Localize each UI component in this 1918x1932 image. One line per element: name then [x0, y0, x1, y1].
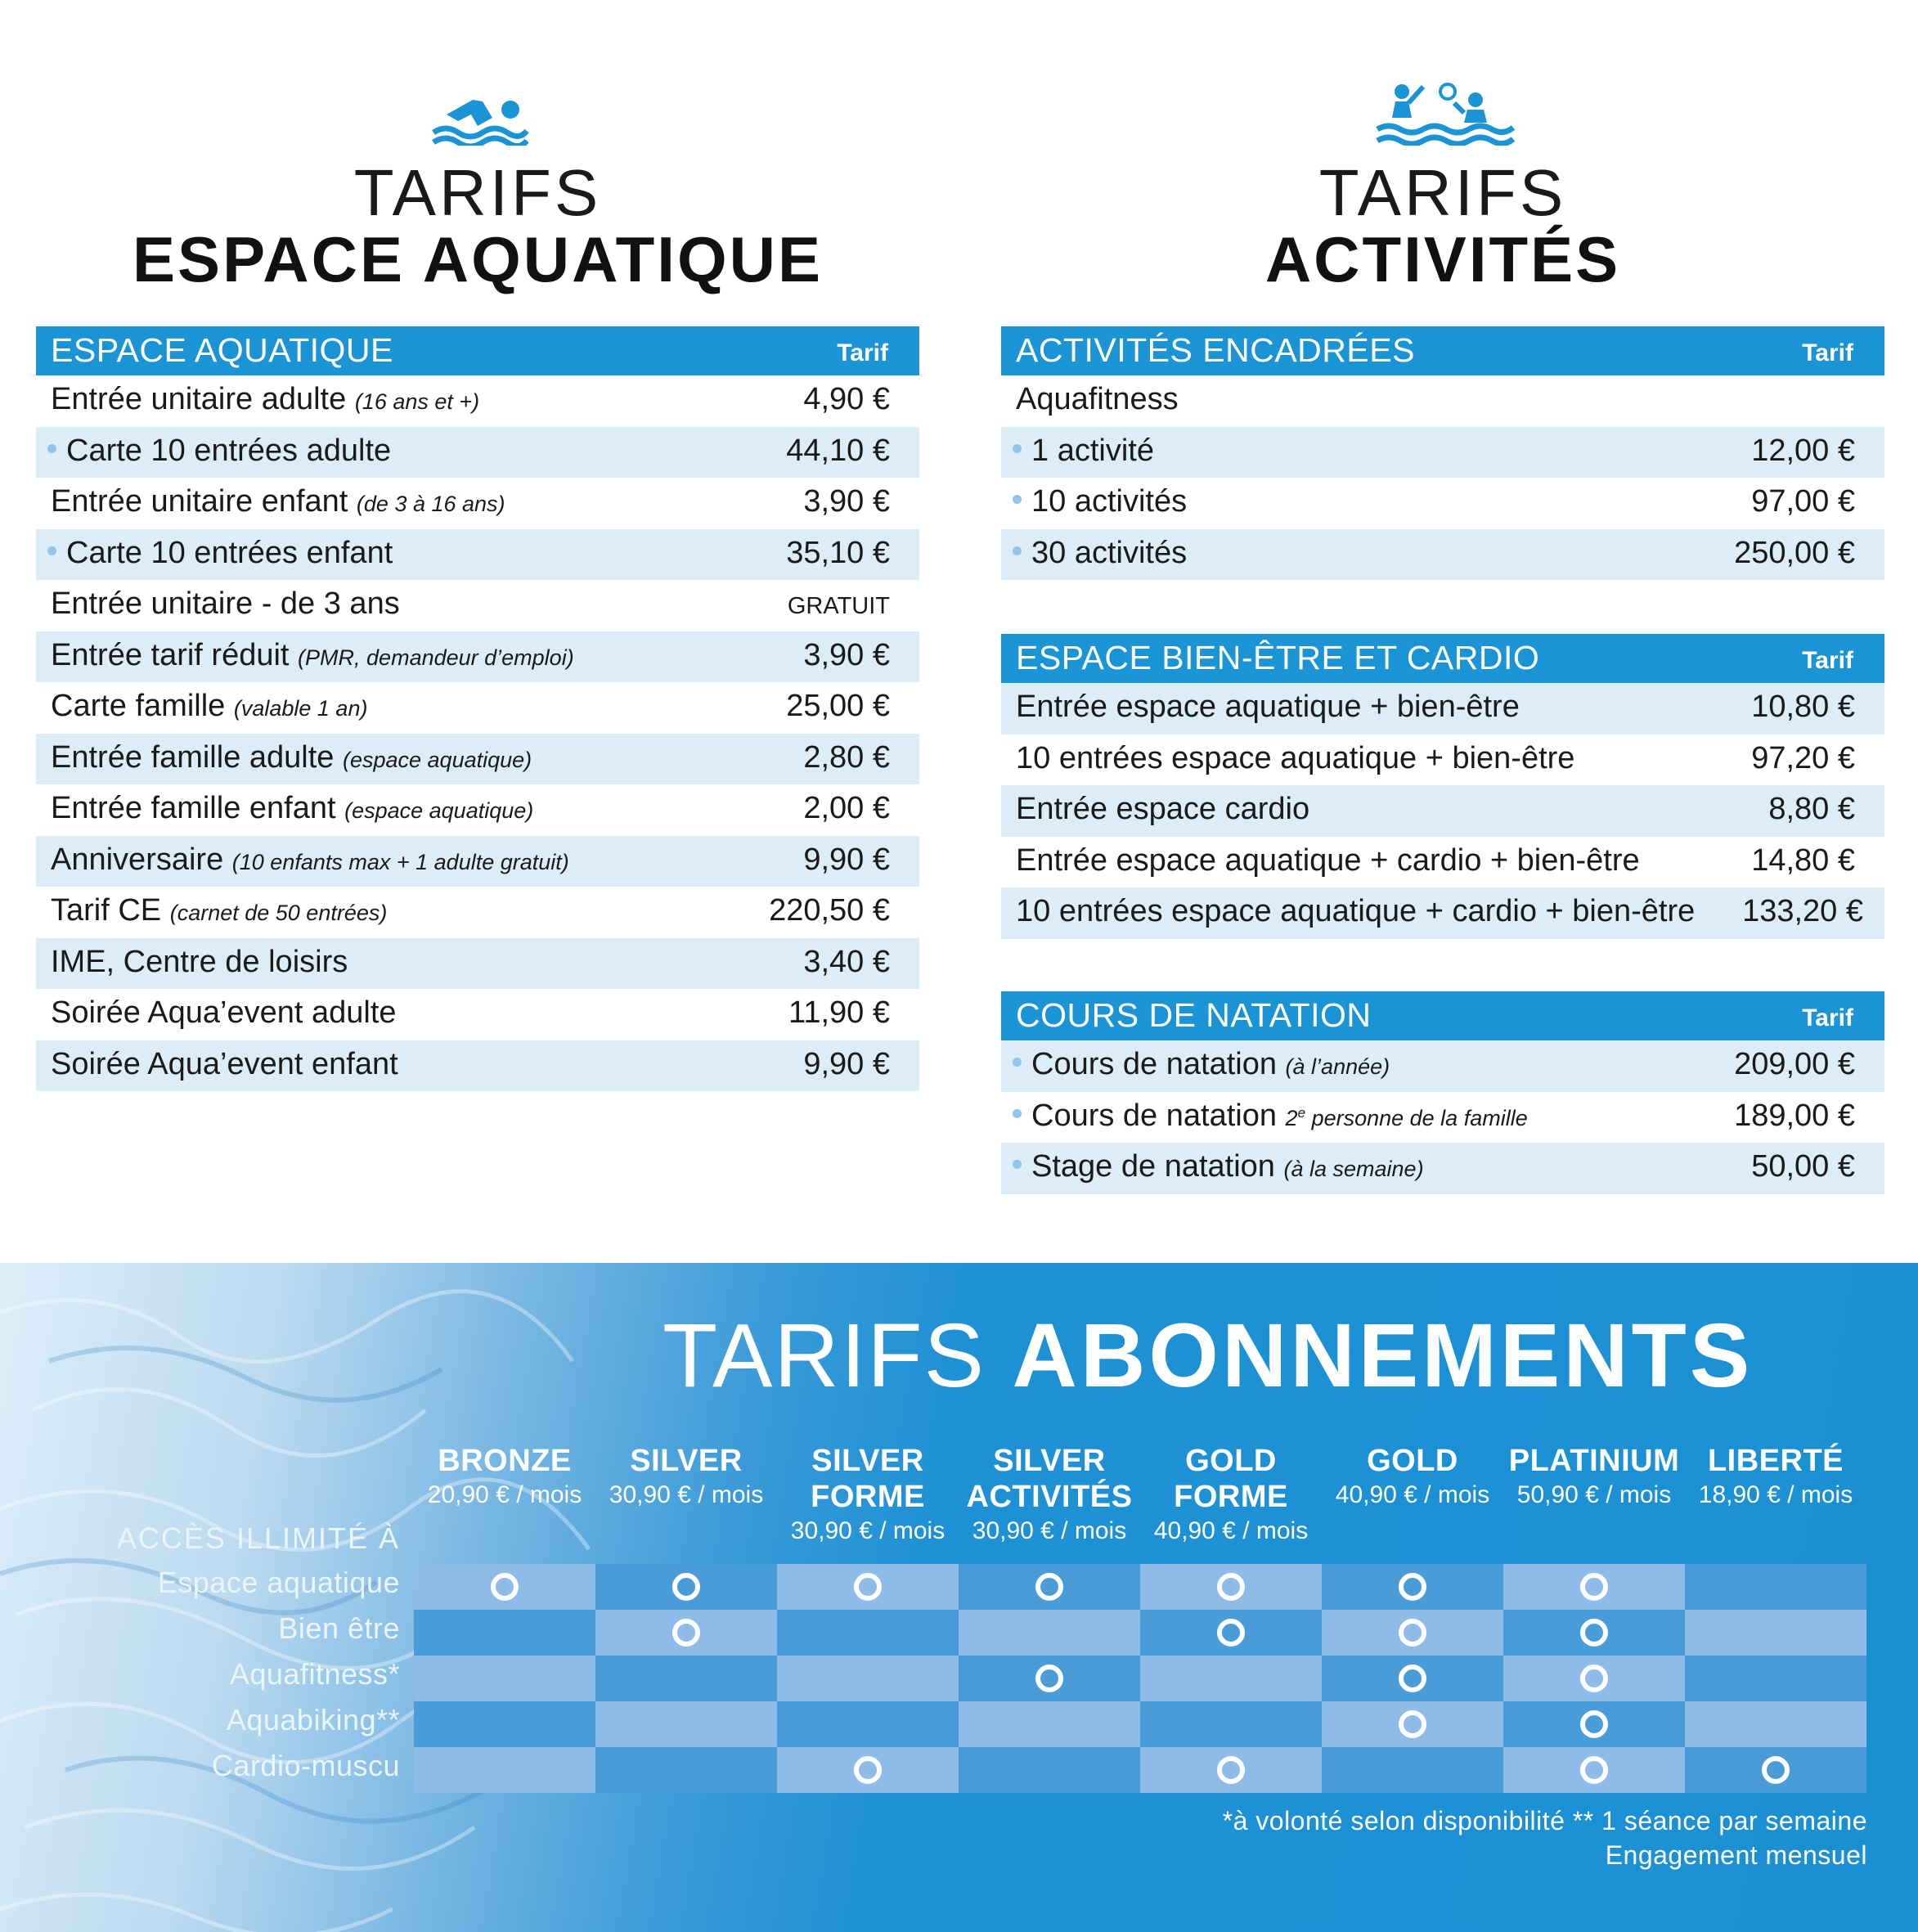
price-header: Tarif [1802, 647, 1853, 674]
feature-label: Espace aquatique [157, 1566, 400, 1599]
matrix-cell [1503, 1701, 1685, 1747]
table-title: ESPACE AQUATIQUE [51, 331, 393, 369]
bullet-icon [1013, 1160, 1022, 1169]
bullet-icon [1013, 546, 1022, 555]
matrix-cell [414, 1610, 595, 1656]
table-header [1001, 991, 1884, 1040]
matrix-cell [1685, 1747, 1866, 1793]
table-row: Entrée espace aquatique + bien-être 10,80 € [1001, 683, 1884, 735]
swimmer-icon [430, 90, 528, 146]
matrix-cell [1140, 1610, 1322, 1656]
table-title: COURS DE NATATION [1016, 996, 1372, 1034]
matrix-cell [777, 1701, 959, 1747]
table-row: Soirée Aqua’event enfant 9,90 € [36, 1040, 919, 1092]
feature-label: Aquafitness* [229, 1657, 400, 1691]
bullet-icon [1013, 1109, 1022, 1118]
table-row: Entrée unitaire adulte (16 ans et +) 4,90 € [51, 382, 890, 416]
plan-gold-forme: GOLD FORME 40,90 € / mois [1153, 1444, 1309, 1544]
plan-silver-forme: SILVER FORME 30,90 € / mois [790, 1444, 946, 1544]
matrix-cell [959, 1747, 1140, 1793]
feature-label: Aquabiking** [226, 1703, 400, 1737]
hero-title-light: TARIFS [353, 156, 602, 229]
matrix-cell [595, 1701, 777, 1747]
included-icon [1580, 1573, 1608, 1601]
table-row: Carte 10 entrées enfant 35,10 € [36, 529, 919, 581]
included-icon [1399, 1710, 1426, 1738]
included-icon [672, 1573, 700, 1601]
table-title: ESPACE BIEN-ÊTRE ET CARDIO [1016, 639, 1540, 676]
table-row: 10 activités 97,00 € [1001, 478, 1884, 529]
plan-silver-activites: SILVER ACTIVITÉS 30,90 € / mois [966, 1444, 1133, 1544]
included-icon [1035, 1573, 1063, 1601]
price-header: Tarif [1802, 1004, 1853, 1031]
matrix-cell [1140, 1656, 1322, 1701]
table-row: Entrée tarif réduit (PMR, demandeur d’emploi) 3,90 € [36, 631, 919, 683]
plan-platinium: PLATINIUM 50,90 € / mois [1508, 1444, 1680, 1508]
hero-title-bold: ESPACE AQUATIQUE [133, 223, 823, 295]
footnote: *à volonté selon disponibilité ** 1 séance par semaine [1222, 1806, 1867, 1835]
table-header [1001, 634, 1884, 683]
matrix-cell [1322, 1610, 1503, 1656]
included-icon [1399, 1665, 1426, 1692]
matrix-cell [1322, 1564, 1503, 1610]
table-header [36, 326, 919, 375]
espace-aquatique-table [36, 326, 919, 1091]
plan-gold: GOLD 40,90 € / mois [1335, 1444, 1490, 1508]
price-header: Tarif [1802, 339, 1853, 366]
hero-title-light: TARIFS [1318, 156, 1567, 229]
table-row: Stage de natation (à la semaine) 50,00 € [1001, 1143, 1884, 1194]
table-row: 1 activité 12,00 € [1001, 427, 1884, 479]
matrix-cell [1685, 1610, 1866, 1656]
table-row: 10 entrées espace aquatique + cardio + bien-être 133,20 € [1001, 887, 1884, 939]
plan-bronze: BRONZE 20,90 € / mois [427, 1444, 582, 1508]
matrix-cell [959, 1701, 1140, 1747]
included-icon [1580, 1756, 1608, 1784]
table-row: 10 entrées espace aquatique + bien-être 97,20 € [1016, 740, 1855, 775]
plan-silver: SILVER 30,90 € / mois [609, 1444, 764, 1508]
included-icon [1762, 1756, 1790, 1784]
water-polo-icon [1376, 80, 1515, 146]
included-icon [854, 1756, 882, 1784]
included-icon [1399, 1573, 1426, 1601]
matrix-cell [959, 1564, 1140, 1610]
included-icon [1217, 1756, 1245, 1784]
table-row: Entrée unitaire - de 3 ans GRATUIT [51, 586, 890, 621]
included-icon [1580, 1665, 1608, 1692]
table-row: Entrée espace aquatique + cardio + bien-être 14,80 € [1016, 842, 1855, 878]
matrix-cell [595, 1656, 777, 1701]
included-icon [672, 1619, 700, 1647]
matrix-cell [1503, 1564, 1685, 1610]
table-row: Entrée unitaire enfant (de 3 à 16 ans) 3,90 € [51, 484, 890, 519]
bien-etre-table [1001, 634, 1884, 939]
matrix-cell [1685, 1701, 1866, 1747]
matrix-cell [595, 1610, 777, 1656]
table-row: Cours de natation 2e personne de la famille 189,00 € [1001, 1092, 1884, 1143]
bullet-icon [47, 444, 56, 453]
table-row: Carte famille (valable 1 an) 25,00 € [51, 689, 890, 723]
matrix-cell [1140, 1747, 1322, 1793]
table-row: Soirée Aqua’event adulte 11,90 € [51, 995, 890, 1030]
plan-liberte: LIBERTÉ 18,90 € / mois [1698, 1444, 1853, 1508]
matrix-cell [1503, 1610, 1685, 1656]
matrix-cell [1685, 1656, 1866, 1701]
included-icon [1217, 1573, 1245, 1601]
matrix-cell [1140, 1701, 1322, 1747]
matrix-cell [414, 1701, 595, 1747]
activites-table [1001, 326, 1884, 580]
feature-label: Cardio-muscu [211, 1749, 400, 1782]
table-row: Entrée famille adulte (espace aquatique) 2,80 € [36, 734, 919, 785]
matrix-cell [777, 1610, 959, 1656]
matrix-cell [777, 1564, 959, 1610]
included-icon [1217, 1619, 1245, 1647]
feature-label: Bien être [278, 1611, 400, 1645]
table-row: Carte 10 entrées adulte 44,10 € [36, 427, 919, 479]
matrix-cell [1503, 1656, 1685, 1701]
matrix-cell [1503, 1747, 1685, 1793]
table-row: Tarif CE (carnet de 50 entrées) 220,50 € [51, 893, 890, 928]
bullet-icon [1013, 444, 1022, 453]
matrix-cell [414, 1564, 595, 1610]
abonnements-matrix [414, 1564, 1865, 1793]
matrix-cell [414, 1747, 595, 1793]
included-icon [1580, 1619, 1608, 1647]
included-icon [1035, 1665, 1063, 1692]
matrix-cell [1685, 1564, 1866, 1610]
table-row: Entrée famille enfant (espace aquatique) 2,00 € [51, 791, 890, 825]
bullet-icon [47, 546, 56, 555]
matrix-cell [1140, 1564, 1322, 1610]
table-row: Anniversaire (10 enfants max + 1 adulte gratuit) 9,90 € [36, 836, 919, 887]
table-header [1001, 326, 1884, 375]
price-header: Tarif [837, 339, 888, 366]
abonnements-title: TARIFS ABONNEMENTS [663, 1305, 1754, 1406]
included-icon [1580, 1710, 1608, 1738]
bullet-icon [1013, 495, 1022, 504]
matrix-cell [1322, 1701, 1503, 1747]
matrix-cell [414, 1656, 595, 1701]
hero-title-bold: ACTIVITÉS [1264, 223, 1621, 295]
matrix-cell [595, 1747, 777, 1793]
included-icon [491, 1573, 519, 1601]
natation-table [1001, 991, 1884, 1194]
matrix-cell [959, 1656, 1140, 1701]
included-icon [854, 1573, 882, 1601]
matrix-cell [777, 1747, 959, 1793]
table-row: Entrée espace cardio 8,80 € [1001, 785, 1884, 837]
matrix-cell [777, 1656, 959, 1701]
table-title: ACTIVITÉS ENCADRÉES [1016, 331, 1415, 369]
table-row: 30 activités 250,00 € [1001, 529, 1884, 581]
bullet-icon [1013, 1058, 1022, 1067]
footnote-engagement: Engagement mensuel [1605, 1840, 1867, 1870]
table-row: Cours de natation (à l’année) 209,00 € [1001, 1040, 1884, 1092]
matrix-cell [1322, 1747, 1503, 1793]
matrix-cell [595, 1564, 777, 1610]
matrix-cell [1322, 1656, 1503, 1701]
matrix-cell [959, 1610, 1140, 1656]
table-row: Aquafitness [1016, 382, 1179, 416]
abonnements-section [0, 1263, 1918, 1932]
access-title: ACCÈS ILLIMITÉ À [116, 1521, 400, 1555]
table-row: IME, Centre de loisirs 3,40 € [36, 938, 919, 990]
included-icon [1399, 1619, 1426, 1647]
